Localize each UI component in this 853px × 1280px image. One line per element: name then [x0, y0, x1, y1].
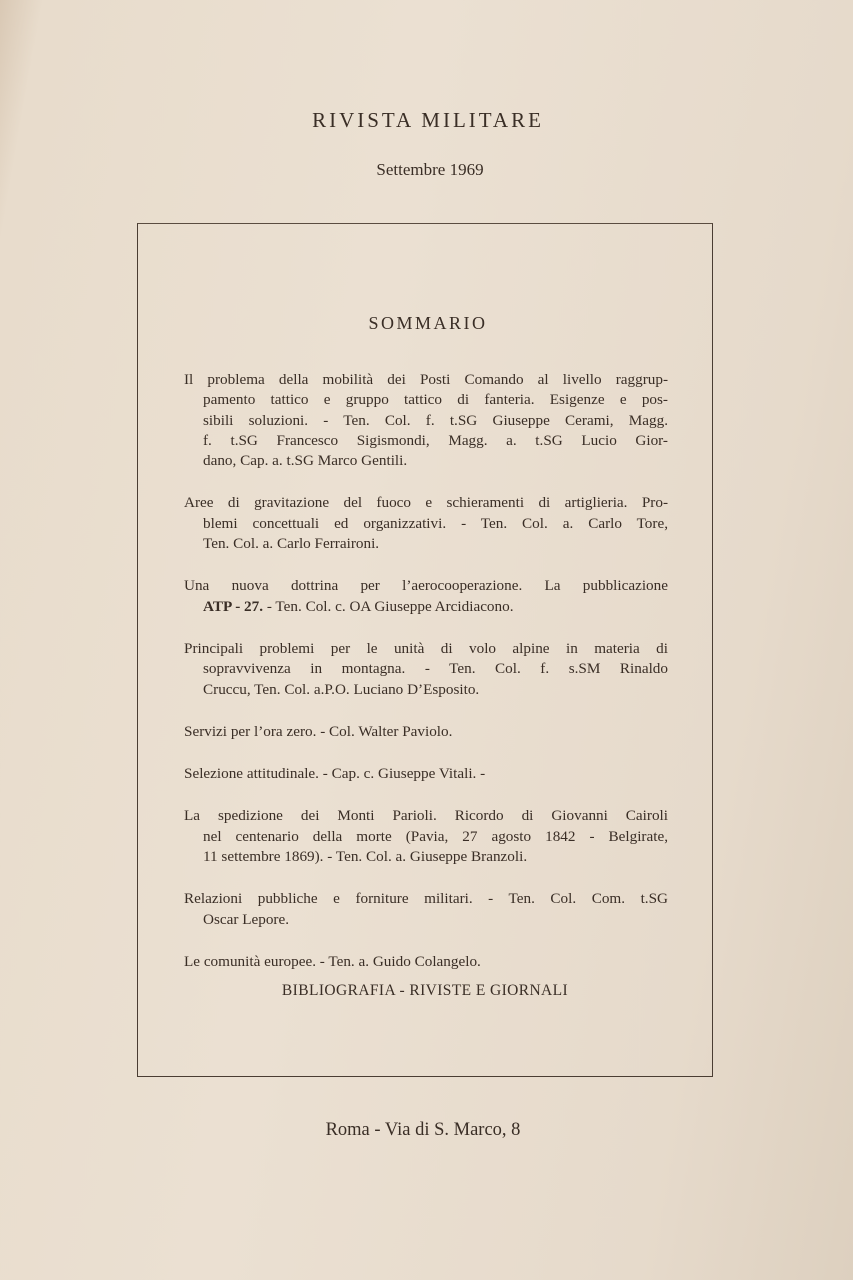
entry-line: 11 settembre 1869). - Ten. Col. a. Giuseppe Branzoli. [203, 848, 528, 866]
entry-line: sibili soluzioni. - Ten. Col. f. t.SG Giuseppe Cerami, Magg. [203, 411, 668, 429]
contents-entry [184, 889, 668, 930]
issue-date: Settembre 1969 [376, 160, 484, 179]
contents-entry [184, 722, 668, 742]
contents-entry [184, 806, 668, 867]
contents-list [184, 370, 668, 994]
entry-line: Il problema della mobilità dei Posti Comando al livello raggrup- [184, 371, 668, 388]
entry-line: Cruccu, Ten. Col. a.P.O. Luciano D’Esposito. [203, 680, 480, 698]
entry-line: blemi concettuali ed organizzativi. - Ten. Col. a. Carlo Tore, [203, 514, 668, 532]
entry-line: La spedizione dei Monti Parioli. Ricordo di Giovanni Cairoli [184, 807, 668, 825]
entry-line: Una nuova dottrina per l’aerocooperazione. La pubblicazione [184, 577, 668, 595]
entry-line: sopravvivenza in montagna. - Ten. Col. f. s.SM Rinaldo [203, 660, 668, 678]
entry-line: Selezione attitudinale. - Cap. c. Giuseppe Vitali. - [184, 765, 486, 783]
contents-entry [184, 576, 668, 617]
entry-line: ATP - 27. - Ten. Col. c. OA Giuseppe Arcidiacono. [203, 597, 514, 615]
contents-heading: SOMMARIO [368, 313, 488, 333]
entry-line: dano, Cap. a. t.SG Marco Gentili. [203, 452, 408, 470]
entry-line: Le comunità europee. - Ten. a. Guido Colangelo. [184, 952, 481, 970]
entry-line: Principali problemi per le unità di volo alpine in materia di [184, 639, 668, 657]
contents-entry [184, 493, 668, 554]
contents-entry [184, 952, 668, 972]
entry-line: f. t.SG Francesco Sigismondi, Magg. a. t.SG Lucio Gior- [203, 431, 668, 449]
entry-line: Relazioni pubbliche e forniture militari. - Ten. Col. Com. t.SG [184, 890, 668, 908]
contents-entry [184, 370, 668, 471]
journal-title: RIVISTA MILITARE [312, 108, 544, 132]
contents-entry [184, 764, 668, 784]
publisher-address: Roma - Via di S. Marco, 8 [325, 1120, 521, 1140]
entry-line: Oscar Lepore. [203, 910, 290, 928]
entry-line: nel centenario della morte (Pavia, 27 agosto 1842 - Belgirate, [203, 827, 668, 845]
publication-code: ATP - 27. [203, 597, 264, 615]
contents-entry [184, 639, 668, 700]
bibliography-heading: BIBLIOGRAFIA - RIVISTE E GIORNALI [281, 982, 569, 999]
entry-line: Aree di gravitazione del fuoco e schieramenti di artiglieria. Pro- [184, 494, 668, 512]
entry-line: Servizi per l’ora zero. - Col. Walter Paviolo. [184, 722, 453, 740]
entry-line: Ten. Col. a. Carlo Ferraironi. [203, 535, 380, 553]
entry-line: pamento tattico e gruppo tattico di fanteria. Esigenze e pos- [203, 391, 668, 409]
